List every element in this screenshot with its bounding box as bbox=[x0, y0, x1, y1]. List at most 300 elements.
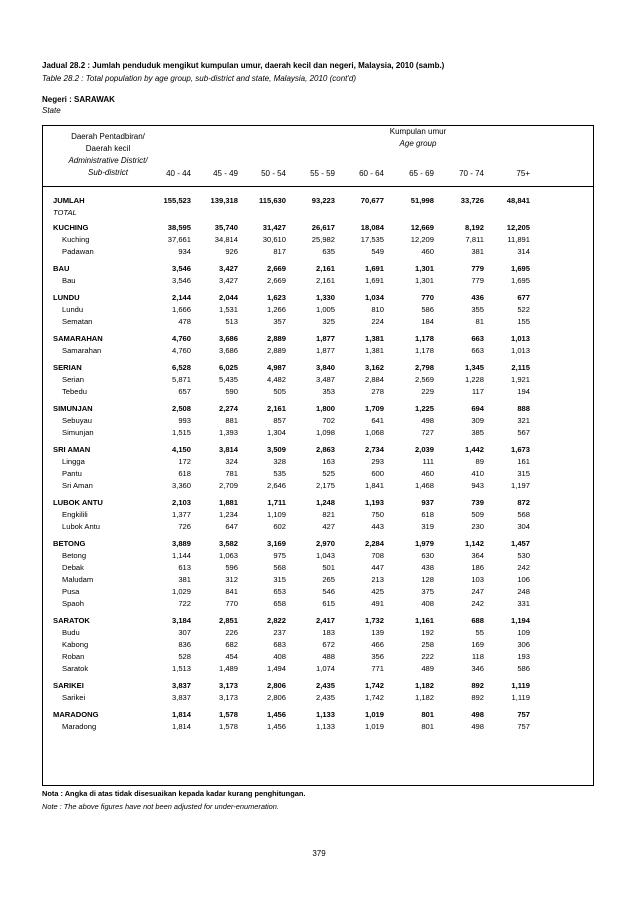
population-cell: 1,043 bbox=[315, 551, 335, 560]
row-label: Spaoh bbox=[62, 599, 84, 608]
district-header-malay-1: Daerah Pentadbiran/ bbox=[71, 132, 145, 141]
population-cell: 1,161 bbox=[414, 616, 434, 625]
population-cell: 892 bbox=[471, 681, 484, 690]
population-cell: 2,884 bbox=[364, 375, 384, 384]
population-cell: 304 bbox=[517, 522, 530, 531]
population-cell: 881 bbox=[225, 416, 238, 425]
population-cell: 663 bbox=[471, 346, 484, 355]
population-cell: 1,133 bbox=[315, 722, 335, 731]
population-cell: 1,578 bbox=[218, 710, 238, 719]
population-cell: 81 bbox=[475, 317, 484, 326]
population-cell: 248 bbox=[517, 587, 530, 596]
population-cell: 683 bbox=[273, 640, 286, 649]
population-table bbox=[42, 125, 594, 786]
age-group-column-header: 50 - 54 bbox=[261, 169, 286, 178]
population-cell: 1,074 bbox=[315, 664, 335, 673]
population-cell: 229 bbox=[421, 387, 434, 396]
row-label: Bau bbox=[62, 276, 76, 285]
population-cell: 184 bbox=[421, 317, 434, 326]
district-header-english-1: Administrative District/ bbox=[68, 156, 148, 165]
row-label: Padawan bbox=[62, 247, 94, 256]
population-cell: 615 bbox=[322, 599, 335, 608]
row-label: KUCHING bbox=[53, 223, 89, 232]
population-cell: 586 bbox=[421, 305, 434, 314]
population-cell: 1,013 bbox=[510, 334, 530, 343]
population-cell: 1,197 bbox=[510, 481, 530, 490]
population-cell: 5,871 bbox=[171, 375, 191, 384]
population-cell: 436 bbox=[471, 293, 484, 302]
population-cell: 31,427 bbox=[262, 223, 286, 232]
population-cell: 186 bbox=[471, 563, 484, 572]
population-cell: 4,760 bbox=[171, 346, 191, 355]
row-label: Pusa bbox=[62, 587, 80, 596]
population-cell: 821 bbox=[322, 510, 335, 519]
population-cell: 103 bbox=[471, 575, 484, 584]
population-cell: 4,987 bbox=[266, 363, 286, 372]
age-group-column-header: 45 - 49 bbox=[213, 169, 238, 178]
population-cell: 1,019 bbox=[364, 710, 384, 719]
population-cell: 993 bbox=[178, 416, 191, 425]
population-cell: 128 bbox=[421, 575, 434, 584]
population-cell: 460 bbox=[421, 469, 434, 478]
population-cell: 1,695 bbox=[510, 264, 530, 273]
population-cell: 1,691 bbox=[364, 264, 384, 273]
population-cell: 3,173 bbox=[218, 693, 238, 702]
population-cell: 1,457 bbox=[510, 539, 530, 548]
population-cell: 355 bbox=[471, 305, 484, 314]
population-cell: 38,595 bbox=[167, 223, 191, 232]
population-cell: 525 bbox=[322, 469, 335, 478]
population-cell: 726 bbox=[178, 522, 191, 531]
population-cell: 1,814 bbox=[171, 710, 191, 719]
population-cell: 770 bbox=[225, 599, 238, 608]
row-label: Maradong bbox=[62, 722, 97, 731]
population-cell: 1,234 bbox=[218, 510, 238, 519]
population-cell: 3,427 bbox=[218, 276, 238, 285]
population-cell: 3,546 bbox=[171, 264, 191, 273]
state-label-malay: Negeri : SARAWAK bbox=[42, 95, 115, 104]
population-cell: 658 bbox=[273, 599, 286, 608]
population-cell: 2,417 bbox=[315, 616, 335, 625]
population-cell: 1,456 bbox=[266, 722, 286, 731]
row-label: SAMARAHAN bbox=[53, 334, 103, 343]
population-cell: 2,970 bbox=[315, 539, 335, 548]
population-cell: 2,734 bbox=[364, 445, 384, 454]
row-label: BETONG bbox=[53, 539, 86, 548]
population-cell: 528 bbox=[178, 652, 191, 661]
population-cell: 12,669 bbox=[410, 223, 434, 232]
population-cell: 727 bbox=[421, 428, 434, 437]
population-cell: 1,304 bbox=[266, 428, 286, 437]
note-english: Note : The above figures have not been adjusted for under-enumeration. bbox=[42, 802, 279, 811]
population-cell: 817 bbox=[273, 247, 286, 256]
population-cell: 1,742 bbox=[364, 681, 384, 690]
sub-district-row bbox=[43, 344, 593, 357]
row-label: Sarikei bbox=[62, 693, 86, 702]
population-cell: 2,161 bbox=[315, 276, 335, 285]
population-cell: 722 bbox=[178, 599, 191, 608]
population-cell: 381 bbox=[178, 575, 191, 584]
row-label: Sri Aman bbox=[62, 481, 93, 490]
population-cell: 546 bbox=[322, 587, 335, 596]
population-cell: 1,248 bbox=[315, 498, 335, 507]
sub-district-row bbox=[43, 597, 593, 610]
population-cell: 375 bbox=[421, 587, 434, 596]
population-cell: 34,814 bbox=[214, 235, 238, 244]
population-cell: 106 bbox=[517, 575, 530, 584]
row-label: Sematan bbox=[62, 317, 93, 326]
population-cell: 1,468 bbox=[414, 481, 434, 490]
population-cell: 17,535 bbox=[360, 235, 384, 244]
population-cell: 408 bbox=[421, 599, 434, 608]
population-cell: 1,109 bbox=[266, 510, 286, 519]
row-label: Engkilili bbox=[62, 510, 88, 519]
row-label: Samarahan bbox=[62, 346, 102, 355]
population-cell: 2,161 bbox=[315, 264, 335, 273]
row-label: Roban bbox=[62, 652, 85, 661]
population-cell: 425 bbox=[371, 587, 384, 596]
population-cell: 1,732 bbox=[364, 616, 384, 625]
population-cell: 1,531 bbox=[218, 305, 238, 314]
population-cell: 265 bbox=[322, 575, 335, 584]
page-number: 379 bbox=[312, 849, 326, 858]
population-cell: 2,284 bbox=[364, 539, 384, 548]
population-cell: 1,695 bbox=[510, 276, 530, 285]
population-cell: 892 bbox=[471, 693, 484, 702]
population-cell: 618 bbox=[421, 510, 434, 519]
table-title-english: Table 28.2 : Total population by age group, sub-district and state, Malaysia, 2010 (cont'd) bbox=[42, 74, 357, 83]
population-cell: 1,225 bbox=[414, 404, 434, 413]
population-cell: 513 bbox=[225, 317, 238, 326]
population-cell: 635 bbox=[322, 247, 335, 256]
population-cell: 35,740 bbox=[214, 223, 238, 232]
row-label: Maludam bbox=[62, 575, 94, 584]
population-cell: 2,889 bbox=[266, 346, 286, 355]
population-cell: 3,582 bbox=[218, 539, 238, 548]
population-cell: 1,182 bbox=[414, 693, 434, 702]
population-cell: 872 bbox=[517, 498, 530, 507]
population-cell: 708 bbox=[371, 551, 384, 560]
population-cell: 1,673 bbox=[510, 445, 530, 454]
population-cell: 37,661 bbox=[167, 235, 191, 244]
population-cell: 1,119 bbox=[511, 693, 530, 702]
population-cell: 89 bbox=[475, 457, 484, 466]
population-cell: 694 bbox=[471, 404, 484, 413]
population-cell: 4,482 bbox=[266, 375, 286, 384]
district-header-malay-2: Daerah kecil bbox=[85, 144, 131, 153]
population-cell: 3,162 bbox=[364, 363, 384, 372]
population-cell: 319 bbox=[421, 522, 434, 531]
row-label: Debak bbox=[62, 563, 84, 572]
population-cell: 498 bbox=[421, 416, 434, 425]
population-cell: 1,133 bbox=[315, 710, 335, 719]
population-cell: 1,623 bbox=[266, 293, 286, 302]
population-cell: 155,523 bbox=[163, 196, 191, 205]
population-cell: 3,360 bbox=[171, 481, 191, 490]
population-cell: 258 bbox=[421, 640, 434, 649]
population-cell: 314 bbox=[517, 247, 530, 256]
population-cell: 6,025 bbox=[218, 363, 238, 372]
population-cell: 2,115 bbox=[511, 363, 530, 372]
population-cell: 1,178 bbox=[414, 346, 434, 355]
population-cell: 1,063 bbox=[218, 551, 238, 560]
population-cell: 2,669 bbox=[266, 264, 286, 273]
population-cell: 926 bbox=[225, 247, 238, 256]
population-cell: 2,274 bbox=[218, 404, 238, 413]
population-cell: 278 bbox=[371, 387, 384, 396]
population-cell: 1,182 bbox=[414, 681, 434, 690]
population-cell: 1,029 bbox=[171, 587, 191, 596]
population-cell: 3,184 bbox=[171, 616, 191, 625]
row-label: SIMUNJAN bbox=[53, 404, 93, 413]
row-label: Pantu bbox=[62, 469, 82, 478]
sub-district-row bbox=[43, 274, 593, 287]
population-cell: 1,098 bbox=[315, 428, 335, 437]
population-cell: 505 bbox=[273, 387, 286, 396]
population-cell: 1,456 bbox=[266, 710, 286, 719]
population-cell: 1,381 bbox=[364, 346, 384, 355]
population-cell: 2,822 bbox=[266, 616, 286, 625]
population-cell: 357 bbox=[273, 317, 286, 326]
population-cell: 11,891 bbox=[507, 235, 530, 244]
population-cell: 346 bbox=[471, 664, 484, 673]
population-cell: 293 bbox=[371, 457, 384, 466]
population-cell: 3,427 bbox=[218, 264, 238, 273]
population-cell: 438 bbox=[421, 563, 434, 572]
population-cell: 641 bbox=[371, 416, 384, 425]
population-cell: 8,192 bbox=[464, 223, 484, 232]
row-label: SARIKEI bbox=[53, 681, 84, 690]
population-cell: 410 bbox=[471, 469, 484, 478]
population-cell: 1,494 bbox=[266, 664, 286, 673]
population-cell: 2,508 bbox=[171, 404, 191, 413]
age-group-header-english: Age group bbox=[399, 139, 437, 148]
population-cell: 443 bbox=[371, 522, 384, 531]
population-cell: 618 bbox=[178, 469, 191, 478]
population-cell: 115,630 bbox=[258, 196, 286, 205]
population-cell: 781 bbox=[225, 469, 238, 478]
row-label: Kabong bbox=[62, 640, 89, 649]
row-label: TOTAL bbox=[53, 208, 77, 217]
age-group-column-header: 40 - 44 bbox=[166, 169, 191, 178]
sub-district-row bbox=[43, 426, 593, 439]
age-group-column-header: 65 - 69 bbox=[409, 169, 434, 178]
population-cell: 139 bbox=[371, 628, 384, 637]
population-cell: 602 bbox=[273, 522, 286, 531]
population-cell: 353 bbox=[322, 387, 335, 396]
population-cell: 139,318 bbox=[210, 196, 238, 205]
population-cell: 1,330 bbox=[315, 293, 335, 302]
population-cell: 3,837 bbox=[171, 681, 191, 690]
population-cell: 647 bbox=[225, 522, 238, 531]
population-cell: 242 bbox=[471, 599, 484, 608]
population-cell: 934 bbox=[178, 247, 191, 256]
row-label: LUBOK ANTU bbox=[53, 498, 103, 507]
population-cell: 488 bbox=[322, 652, 335, 661]
population-cell: 381 bbox=[471, 247, 484, 256]
population-cell: 356 bbox=[371, 652, 384, 661]
population-cell: 3,889 bbox=[171, 539, 191, 548]
row-label: Sebuyau bbox=[62, 416, 92, 425]
population-cell: 1,814 bbox=[171, 722, 191, 731]
population-cell: 109 bbox=[517, 628, 530, 637]
population-cell: 364 bbox=[471, 551, 484, 560]
row-label: Kuching bbox=[62, 235, 90, 244]
population-cell: 3,169 bbox=[266, 539, 286, 548]
population-cell: 596 bbox=[225, 563, 238, 572]
population-cell: 590 bbox=[225, 387, 238, 396]
population-cell: 677 bbox=[517, 293, 530, 302]
row-label: Budu bbox=[62, 628, 80, 637]
population-cell: 4,760 bbox=[171, 334, 191, 343]
row-label: Saratok bbox=[62, 664, 89, 673]
row-label: Betong bbox=[62, 551, 87, 560]
sub-district-row bbox=[43, 691, 593, 704]
population-cell: 1,005 bbox=[315, 305, 335, 314]
population-cell: 155 bbox=[517, 317, 530, 326]
population-cell: 6,528 bbox=[171, 363, 191, 372]
population-cell: 757 bbox=[517, 722, 530, 731]
population-cell: 1,513 bbox=[171, 664, 191, 673]
population-cell: 2,161 bbox=[266, 404, 286, 413]
population-cell: 3,173 bbox=[218, 681, 238, 690]
sub-district-row bbox=[43, 315, 593, 328]
population-cell: 567 bbox=[517, 428, 530, 437]
population-cell: 779 bbox=[471, 264, 484, 273]
age-group-column-header: 75+ bbox=[516, 169, 530, 178]
population-cell: 509 bbox=[471, 510, 484, 519]
population-cell: 2,435 bbox=[315, 693, 335, 702]
population-cell: 213 bbox=[371, 575, 384, 584]
population-cell: 3,814 bbox=[218, 445, 238, 454]
sub-district-row bbox=[43, 479, 593, 492]
population-cell: 1,979 bbox=[414, 539, 434, 548]
population-cell: 1,921 bbox=[510, 375, 530, 384]
population-cell: 192 bbox=[421, 628, 434, 637]
row-label: SARATOK bbox=[53, 616, 90, 625]
row-label: LUNDU bbox=[53, 293, 80, 302]
population-cell: 33,726 bbox=[460, 196, 484, 205]
population-cell: 549 bbox=[371, 247, 384, 256]
population-cell: 771 bbox=[371, 664, 384, 673]
population-cell: 70,677 bbox=[360, 196, 384, 205]
population-cell: 306 bbox=[517, 640, 530, 649]
population-cell: 1,119 bbox=[511, 681, 530, 690]
population-cell: 111 bbox=[422, 457, 434, 466]
population-cell: 857 bbox=[273, 416, 286, 425]
population-cell: 888 bbox=[517, 404, 530, 413]
population-cell: 1,800 bbox=[315, 404, 335, 413]
population-cell: 1,381 bbox=[364, 334, 384, 343]
population-cell: 447 bbox=[371, 563, 384, 572]
population-cell: 1,877 bbox=[315, 346, 335, 355]
population-cell: 30,610 bbox=[262, 235, 286, 244]
row-label: JUMLAH bbox=[53, 196, 85, 205]
population-cell: 2,669 bbox=[266, 276, 286, 285]
population-cell: 237 bbox=[273, 628, 286, 637]
population-cell: 836 bbox=[178, 640, 191, 649]
population-cell: 2,435 bbox=[315, 681, 335, 690]
population-cell: 1,193 bbox=[364, 498, 384, 507]
header-divider bbox=[43, 186, 593, 187]
population-cell: 169 bbox=[471, 640, 484, 649]
population-cell: 600 bbox=[371, 469, 384, 478]
population-cell: 688 bbox=[471, 616, 484, 625]
population-cell: 530 bbox=[517, 551, 530, 560]
population-cell: 1,515 bbox=[171, 428, 191, 437]
population-cell: 1,709 bbox=[364, 404, 384, 413]
population-cell: 1,666 bbox=[171, 305, 191, 314]
population-cell: 478 bbox=[178, 317, 191, 326]
population-cell: 682 bbox=[225, 640, 238, 649]
population-cell: 325 bbox=[322, 317, 335, 326]
population-cell: 568 bbox=[273, 563, 286, 572]
population-cell: 2,569 bbox=[414, 375, 434, 384]
population-cell: 1,877 bbox=[315, 334, 335, 343]
population-cell: 242 bbox=[517, 563, 530, 572]
population-cell: 522 bbox=[517, 305, 530, 314]
row-label: Serian bbox=[62, 375, 84, 384]
population-cell: 315 bbox=[273, 575, 286, 584]
population-cell: 18,084 bbox=[360, 223, 384, 232]
population-cell: 12,205 bbox=[506, 223, 530, 232]
sub-district-row bbox=[43, 720, 593, 733]
age-group-column-header: 70 - 74 bbox=[459, 169, 484, 178]
population-cell: 498 bbox=[471, 722, 484, 731]
population-cell: 12,209 bbox=[410, 235, 434, 244]
population-cell: 324 bbox=[225, 457, 238, 466]
population-cell: 657 bbox=[178, 387, 191, 396]
population-cell: 118 bbox=[471, 652, 484, 661]
population-cell: 779 bbox=[471, 276, 484, 285]
population-cell: 702 bbox=[322, 416, 335, 425]
population-cell: 7,811 bbox=[465, 235, 484, 244]
population-cell: 3,837 bbox=[171, 693, 191, 702]
population-cell: 2,175 bbox=[315, 481, 335, 490]
population-cell: 663 bbox=[471, 334, 484, 343]
population-cell: 1,711 bbox=[267, 498, 286, 507]
age-group-header-malay: Kumpulan umur bbox=[389, 127, 447, 136]
row-label: SERIAN bbox=[53, 363, 82, 372]
population-cell: 739 bbox=[471, 498, 484, 507]
population-cell: 750 bbox=[371, 510, 384, 519]
row-label: Tebedu bbox=[62, 387, 87, 396]
population-cell: 2,709 bbox=[218, 481, 238, 490]
population-cell: 331 bbox=[517, 599, 530, 608]
population-cell: 385 bbox=[471, 428, 484, 437]
population-cell: 312 bbox=[225, 575, 238, 584]
population-cell: 117 bbox=[471, 387, 484, 396]
population-cell: 568 bbox=[517, 510, 530, 519]
row-label: SRI AMAN bbox=[53, 445, 91, 454]
population-cell: 460 bbox=[421, 247, 434, 256]
population-cell: 26,617 bbox=[311, 223, 335, 232]
row-label: MARADONG bbox=[53, 710, 99, 719]
population-cell: 183 bbox=[322, 628, 335, 637]
population-cell: 975 bbox=[273, 551, 286, 560]
population-cell: 1,266 bbox=[266, 305, 286, 314]
row-label: Lundu bbox=[62, 305, 84, 314]
population-cell: 224 bbox=[371, 317, 384, 326]
population-cell: 1,578 bbox=[218, 722, 238, 731]
population-cell: 222 bbox=[421, 652, 434, 661]
population-cell: 2,863 bbox=[315, 445, 335, 454]
population-cell: 1,144 bbox=[171, 551, 191, 560]
population-cell: 1,142 bbox=[464, 539, 484, 548]
population-cell: 25,982 bbox=[311, 235, 335, 244]
population-cell: 315 bbox=[517, 469, 530, 478]
row-label: Simunjan bbox=[62, 428, 94, 437]
